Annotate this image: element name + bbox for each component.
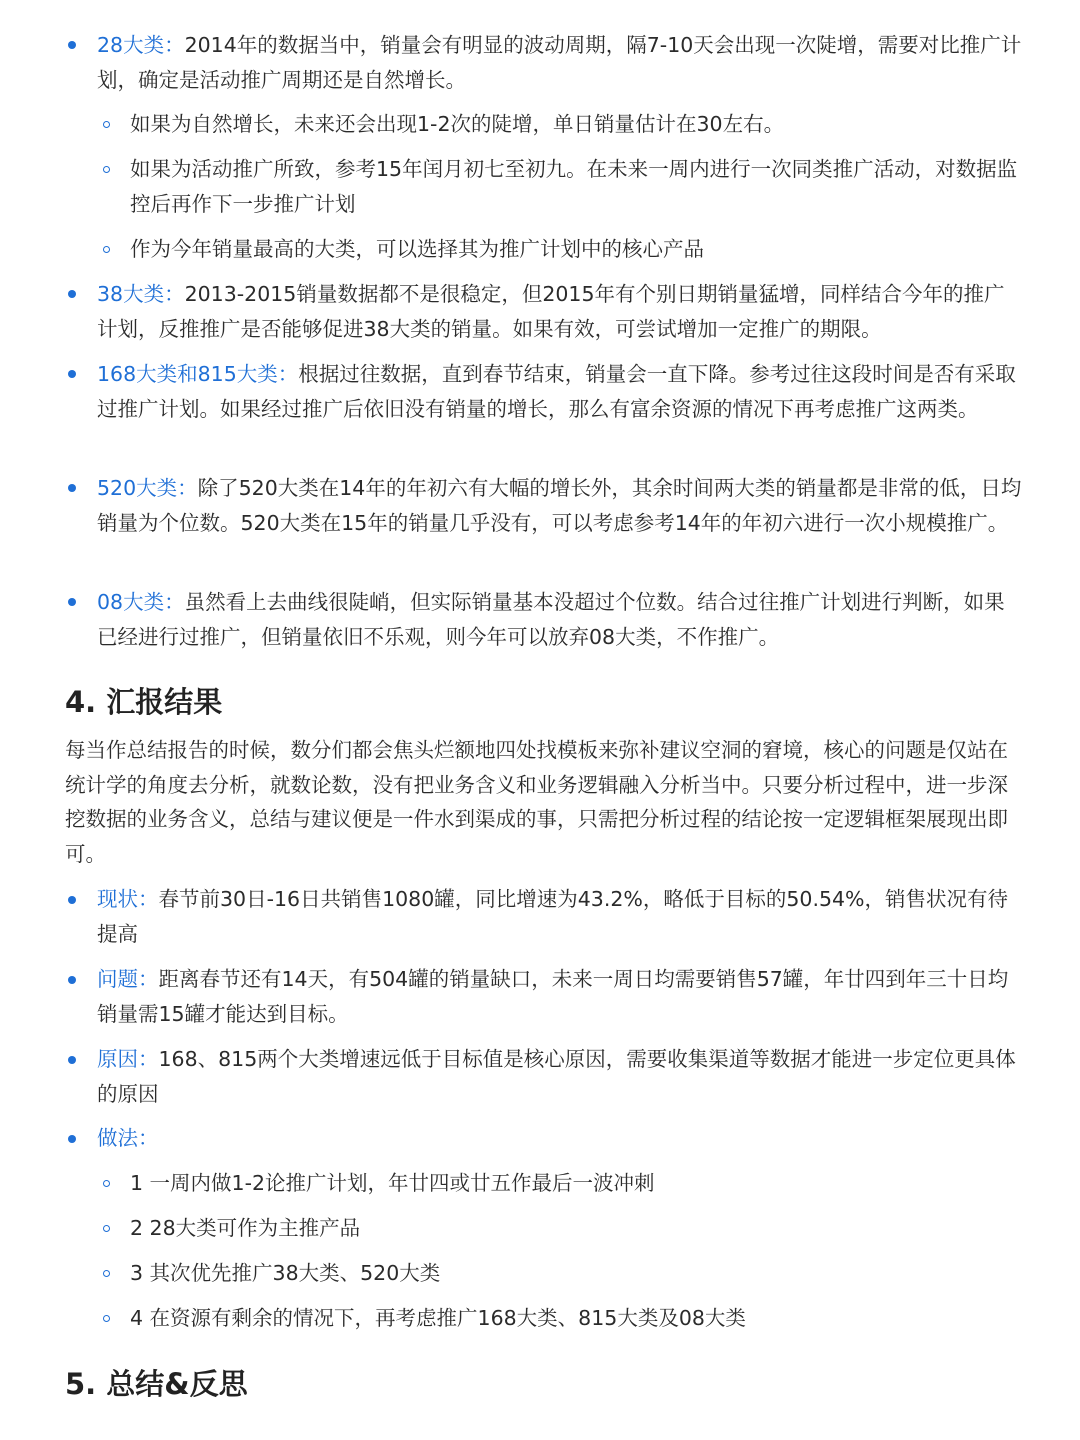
bullet: [68, 370, 76, 378]
sub-bullet: [103, 1315, 110, 1322]
bullet: [68, 896, 76, 904]
section-heading-4: 4. 汇报结果: [65, 685, 223, 719]
section-intro: 每当作总结报告的时候，数分们都会焦头烂额地四处找模板来弥补建议空洞的窘境，核心的问题是仅站在统计学的角度去分析，就数论数，没有把业务含义和业务逻辑融入分析当中。只要分析过程中，进一步深挖数据的业务含义，总结与建议便是一件水到渠成的事，只需把分析过程的结论按一定逻辑框架展现出即可。: [65, 738, 1008, 866]
sub-bullet: [103, 1270, 110, 1277]
item-text: 168、815两个大类增速远低于目标值是核心原因，需要收集渠道等数据才能进一步定位更具体的原因: [97, 1047, 1016, 1106]
list-item-38: [97, 277, 1022, 346]
sub-item: 作为今年销量最高的大类，可以选择其为推广计划中的核心产品: [130, 237, 704, 261]
list-item-reason: [97, 1042, 1022, 1111]
term-label: 现状：: [97, 887, 159, 911]
bullet: [68, 484, 76, 492]
sub-item: 如果为自然增长，未来还会出现1-2次的陡增，单日销量估计在30左右。: [130, 112, 785, 136]
bullet: [68, 1135, 76, 1143]
term-label: 520大类：: [97, 476, 198, 500]
sub-bullet: [103, 1180, 110, 1187]
bullet: [68, 41, 76, 49]
term-label: 38大类：: [97, 282, 185, 306]
item-text: 除了520大类在14年的年初六有大幅的增长外，其余时间两大类的销量都是非常的低，日均销量为个位数。520大类在15年的销量几乎没有，可以考虑参考14年的年初六进行一次小规模推广。: [97, 476, 1022, 535]
section-heading-5: 5. 总结&反思: [65, 1367, 248, 1401]
item-text: 2013-2015销量数据都不是很稳定，但2015年有个别日期销量猛增，同样结合今年的推广计划，反推推广是否能够促进38大类的销量。如果有效，可尝试增加一定推广的期限。: [97, 282, 1005, 341]
method-item: 2 28大类可作为主推产品: [130, 1216, 361, 1240]
term-label: 28大类：: [97, 33, 185, 57]
item-text: 虽然看上去曲线很陡峭，但实际销量基本没超过个位数。结合过往推广计划进行判断，如果已经进行过推广，但销量依旧不乐观，则今年可以放弃08大类，不作推广。: [97, 590, 1005, 649]
method-item: 1 一周内做1-2论推广计划，年廿四或廿五作最后一波冲刺: [130, 1171, 655, 1195]
item-text: 距离春节还有14天，有504罐的销量缺口，未来一周日均需要销售57罐，年廿四到年三十日均销量需15罐才能达到目标。: [97, 967, 1009, 1026]
term-label: 问题：: [97, 967, 159, 991]
sub-item: 如果为活动推广所致，参考15年闰月初七至初九。在未来一周内进行一次同类推广活动，对数据监控后再作下一步推广计划: [130, 157, 1018, 216]
sub-bullet: [103, 166, 110, 173]
list-item-168-815: [97, 357, 1022, 426]
list-item-28: [97, 28, 1022, 97]
term-label: 168大类和815大类：: [97, 362, 299, 386]
list-item-method: [97, 1121, 1022, 1156]
term-label: 做法：: [97, 1126, 159, 1150]
list-item-problem: [97, 962, 1022, 1031]
bullet: [68, 976, 76, 984]
bullet: [68, 598, 76, 606]
sub-bullet: [103, 246, 110, 253]
term-label: 原因：: [97, 1047, 159, 1071]
item-text: 根据过往数据，直到春节结束，销量会一直下降。参考过往这段时间是否有采取过推广计划。如果经过推广后依旧没有销量的增长，那么有富余资源的情况下再考虑推广这两类。: [97, 362, 1016, 421]
method-item: 4 在资源有剩余的情况下，再考虑推广168大类、815大类及08大类: [130, 1306, 746, 1330]
sub-bullet: [103, 121, 110, 128]
list-item-08: [97, 585, 1022, 654]
bullet: [68, 290, 76, 298]
term-label: 08大类：: [97, 590, 185, 614]
method-item: 3 其次优先推广38大类、520大类: [130, 1261, 441, 1285]
list-item-status: [97, 882, 1022, 951]
sub-bullet: [103, 1225, 110, 1232]
bullet: [68, 1056, 76, 1064]
list-item-520: [97, 471, 1022, 540]
item-text: 春节前30日-16日共销售1080罐，同比增速为43.2%，略低于目标的50.54%，销售状况有待提高: [97, 887, 1009, 946]
item-text: 2014年的数据当中，销量会有明显的波动周期，隔7-10天会出现一次陡增，需要对比推广计划，确定是活动推广周期还是自然增长。: [97, 33, 1022, 92]
